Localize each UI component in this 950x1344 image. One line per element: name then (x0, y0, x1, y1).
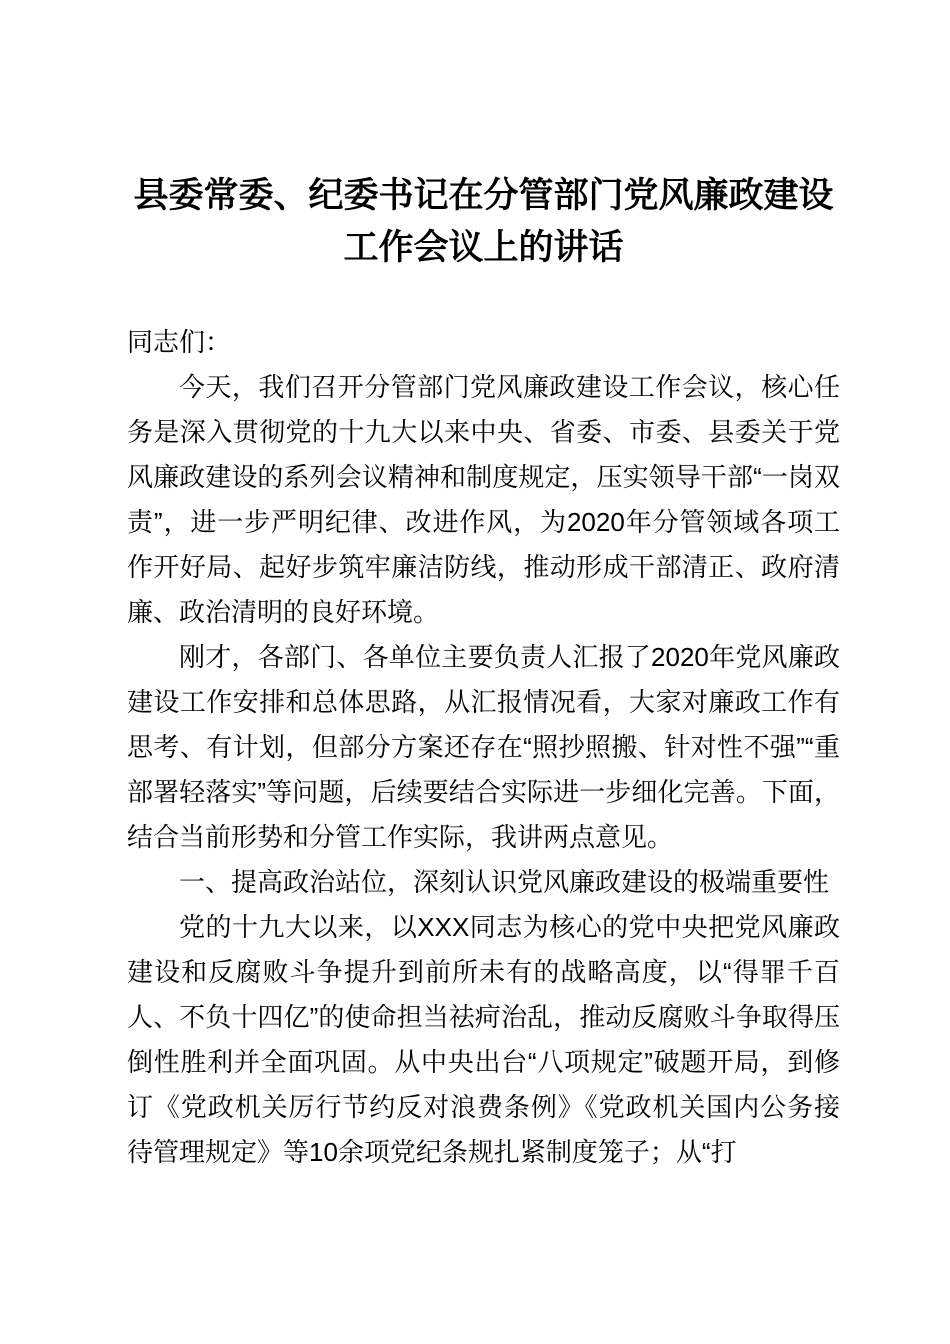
section-heading-1: 一、提高政治站位，深刻认识党风廉政建设的极端重要性 (179, 867, 830, 897)
salutation: 同志们： (127, 327, 232, 357)
paragraph-opening: 今天，我们召开分管部门党风廉政建设工作会议，核心任务是深入贯彻党的十九大以来中央、省委、市委、县委关于党风廉政建设的系列会议精神和制度规定，压实领导干部“一岗双责”，进一步严明纪律、改进作风，为2020年分管领域各项工作开好局、起好步筑牢廉洁防线，推动形成干部清正、政府清廉、政治清明的良好环境。 (127, 372, 840, 627)
paragraph-section1-body: 党的十九大以来，以XXX同志为核心的党中央把党风廉政建设和反腐败斗争提升到前所未有的战略高度，以“得罪千百人、不负十四亿”的使命担当祛疴治乱，推动反腐败斗争取得压倒性胜利并全面巩固。从中央出台“八项规定”破题开局，到修订《党政机关厉行节约反对浪费条例》《党政机关国内公务接待管理规定》等10余项党纪条规扎紧制度笼子；从“打 (127, 912, 840, 1167)
paragraph-review: 刚才，各部门、各单位主要负责人汇报了2020年党风廉政建设工作安排和总体思路，从汇报情况看，大家对廉政工作有思考、有计划，但部分方案还存在“照抄照搬、针对性不强”“重部署轻落实”等问题，后续要结合实际进一步细化完善。下面，结合当前形势和分管工作实际，我讲两点意见。 (127, 642, 840, 852)
document-content (127, 170, 840, 1175)
document-title: 县委常委、纪委书记在分管部门党风廉政建设工作会议上的讲话 (133, 176, 834, 267)
